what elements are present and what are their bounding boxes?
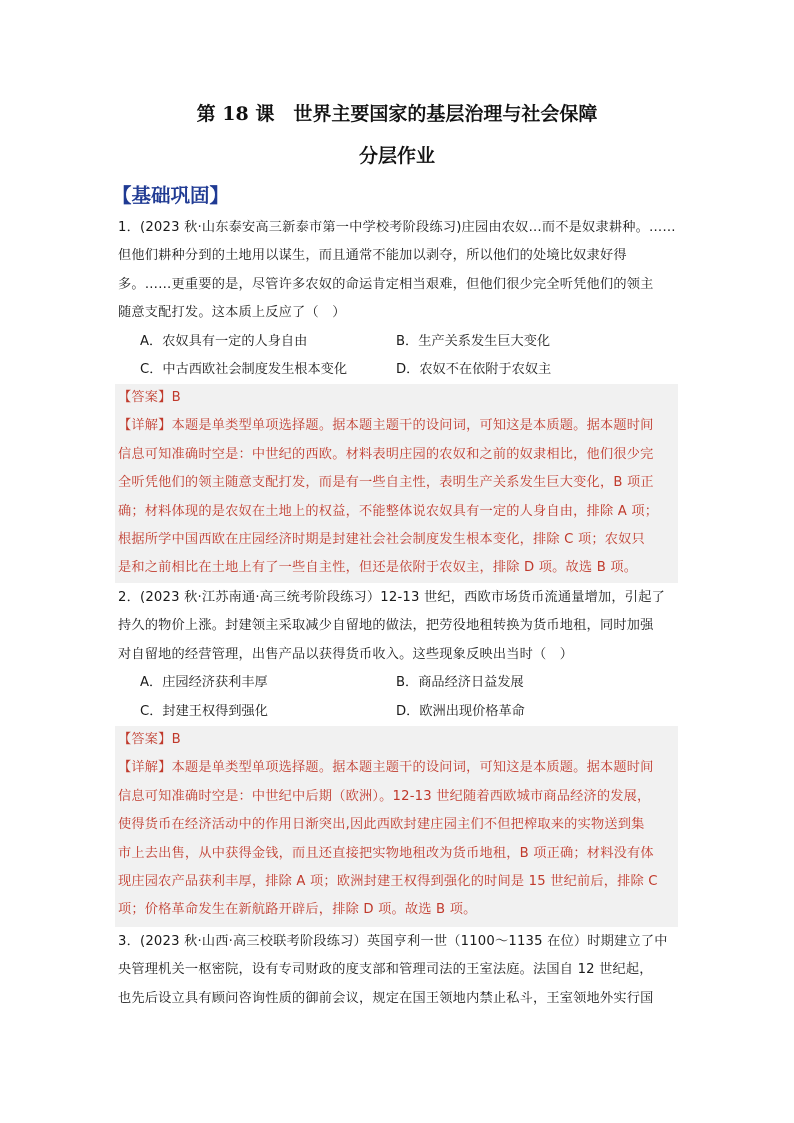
question-2-detail-line: 项；价格革命发生在新航路开辟后，排除 D 项。故选 B 项。 [118, 902, 477, 918]
section-heading-basic: 【基础巩固】 [112, 184, 230, 207]
question-1-detail-line: 确；材料体现的是农奴在土地上的权益，不能整体说农奴具有一定的人身自由，排除 A 项； [118, 503, 659, 519]
question-2-detail-line: 使得货币在经济活动中的作用日渐突出,因此西欧封建庄园主们不但把榨取来的实物送到集 [118, 817, 645, 833]
question-3-line: 央管理机关一枢密院，设有专司财政的度支部和管理司法的王室法庭。法国自 12 世纪起， [118, 962, 653, 978]
question-2-detail-line: 市上去出售，从中获得金钱，而且还直接把实物地租改为货币地租，B 项正确；材料没有体 [118, 845, 654, 861]
question-1-option-d[interactable]: D．农奴不在依附于农奴主 [396, 362, 552, 377]
question-3-line: 3．(2023 秋·山西·高三校联考阶段练习）英国亨利一世（1100～1135 在位）时期建立了中 [118, 934, 668, 949]
question-2-stem [118, 584, 678, 669]
question-2-detail-line: 信息可知准确时空是：中世纪中后期（欧洲）。12-13 世纪随着西欧城市商品经济的发展， [118, 788, 651, 804]
lesson-title: 第 18 课 世界主要国家的基层治理与社会保障 [196, 103, 598, 125]
question-1-detail-line: 是和之前相比在土地上有了一些自主性，但还是依附于农奴主，排除 D 项。故选 B 项。 [118, 560, 638, 576]
question-1-line: 随意支配打发。这本质上反应了（ ） [118, 305, 346, 321]
question-2-line: 对自留地的经营管理，出售产品以获得货币收入。这些现象反映出当时（ ） [118, 646, 574, 662]
answer-label: 【答案】 [118, 732, 172, 747]
question-1-detail-line: 全听凭他们的领主随意支配打发，而是有一些自主性，表明生产关系发生巨大变化，B 项正 [118, 475, 654, 491]
question-1-option-b[interactable]: B．生产关系发生巨大变化 [396, 334, 551, 349]
question-2-line: 持久的物价上涨。封建领主采取减少自留地的做法，把劳役地租转换为货币地租，同时加强 [118, 618, 654, 634]
question-1-line: 但他们耕种分到的土地用以谋生，而且通常不能加以剥夺，所以他们的处境比奴隶好得 [118, 248, 627, 264]
lesson-subtitle: 分层作业 [358, 145, 435, 167]
question-2-line: 2．(2023 秋·江苏南通·高三统考阶段练习）12-13 世纪，西欧市场货币流通量增加，引起了 [118, 590, 665, 605]
question-1-option-c[interactable]: C．中古西欧社会制度发生根本变化 [140, 362, 348, 377]
question-1-line: 1．(2023 秋·山东泰安高三新泰市第一中学校考阶段练习)庄园由农奴…而不是奴隶耕种。…… [118, 220, 676, 235]
detail-label: 【详解】 [118, 760, 172, 776]
question-3-stem [118, 928, 678, 1013]
question-1-answer [115, 384, 678, 412]
question-1-detail-line: 【详解】本题是单类型单项选择题。据本题主题干的设问词，可知这是本质题。据本题时间 [118, 418, 654, 434]
question-2-option-d[interactable]: D．欧洲出现价格革命 [396, 704, 525, 719]
detail-label: 【详解】 [118, 418, 172, 434]
question-2-option-c[interactable]: C．封建王权得到强化 [140, 704, 268, 719]
answer-value: B [171, 732, 181, 747]
question-1-option-a[interactable]: A．农奴具有一定的人身自由 [140, 334, 308, 349]
question-2-answer-block [115, 726, 678, 927]
answer-label: 【答案】 [118, 390, 172, 405]
question-1-detail-line: 信息可知准确时空是：中世纪的西欧。材料表明庄园的农奴和之前的奴隶相比，他们很少完 [118, 446, 654, 462]
question-1-detail-line: 根据所学中国西欧在庄园经济时期是封建社会社会制度发生根本变化，排除 C 项；农奴只 [118, 531, 645, 547]
question-3-line: 也先后设立具有顾问咨询性质的御前会议，规定在国王领地内禁止私斗，王室领地外实行国 [118, 990, 654, 1006]
question-2-answer [115, 726, 678, 754]
question-1-line: 多。……更重要的是，尽管许多农奴的命运肯定相当艰难，但他们很少完全听凭他们的领主 [118, 276, 654, 292]
answer-value: B [171, 390, 181, 405]
question-2-detail-line: 【详解】本题是单类型单项选择题。据本题主题干的设问词，可知这是本质题。据本题时间 [118, 760, 654, 776]
question-1-answer-block [115, 384, 678, 583]
question-2-option-a[interactable]: A．庄园经济获利丰厚 [140, 675, 268, 690]
question-2-option-b[interactable]: B．商品经济日益发展 [396, 675, 524, 690]
question-1-stem [118, 214, 678, 328]
question-2-detail-line: 现庄园农产品获利丰厚，排除 A 项；欧洲封建王权得到强化的时间是 15 世纪前后，排除 C [118, 873, 658, 889]
